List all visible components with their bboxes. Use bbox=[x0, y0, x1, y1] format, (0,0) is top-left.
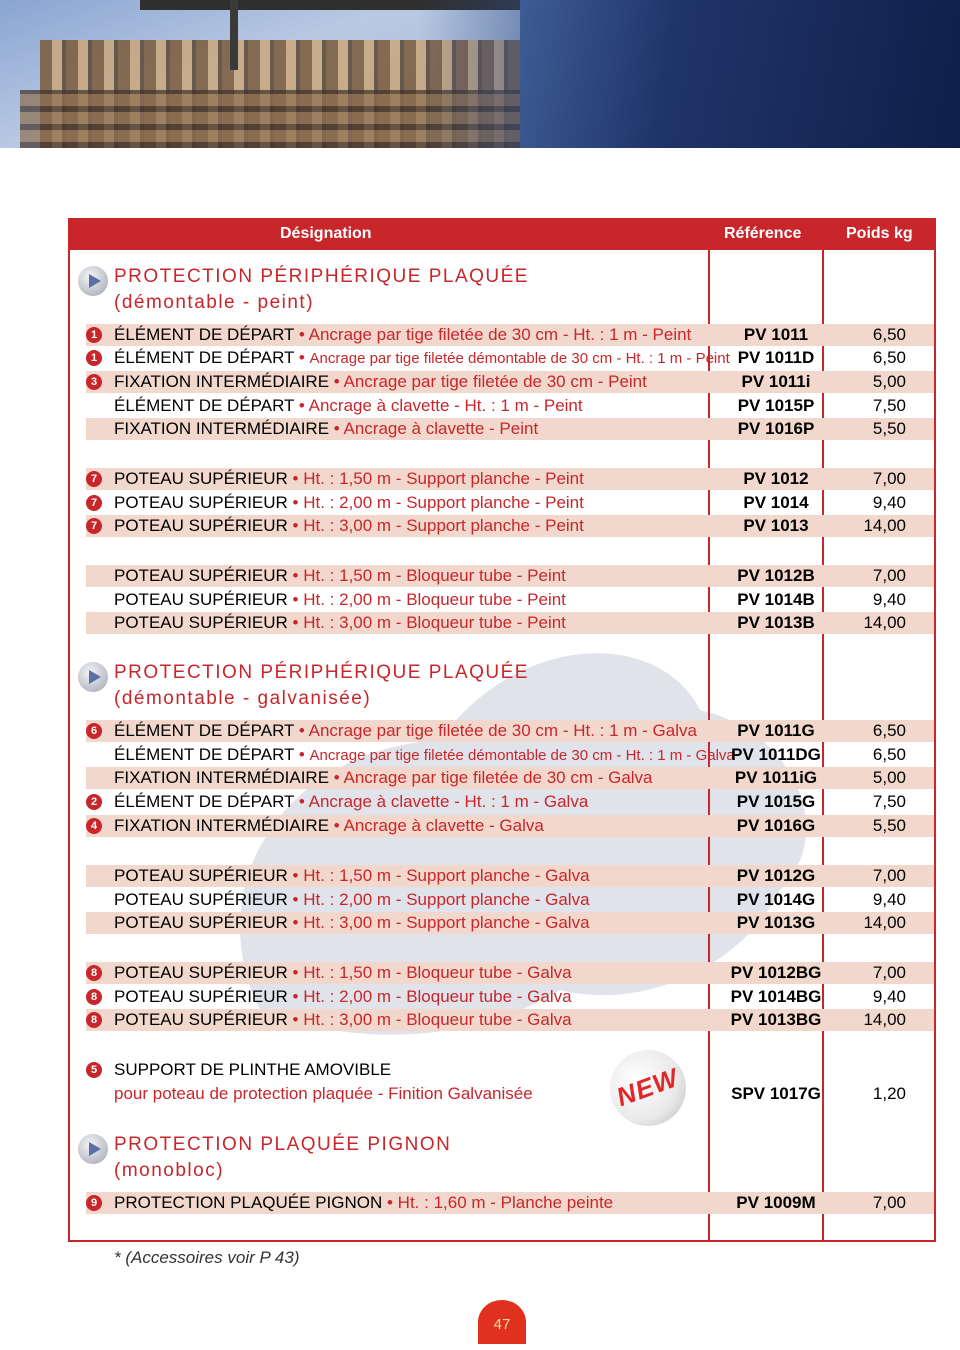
row-reference: PV 1012BG bbox=[730, 963, 822, 982]
row-designation bbox=[114, 516, 584, 536]
designation-main: POTEAU SUPÉRIEUR bbox=[114, 566, 288, 585]
bullet-separator: • bbox=[294, 348, 310, 367]
row-designation bbox=[114, 1084, 533, 1104]
table-row bbox=[86, 515, 934, 537]
row-reference: PV 1011i bbox=[741, 372, 811, 391]
col-reference: Référence bbox=[724, 225, 802, 242]
row-weight: 14,00 bbox=[863, 613, 906, 632]
designation-detail: pour poteau de protection plaquée - Finition Galvanisée bbox=[114, 1084, 533, 1103]
designation-detail: Ancrage à clavette - Galva bbox=[343, 816, 544, 835]
row-reference: PV 1015G bbox=[736, 792, 816, 811]
designation-main: ÉLÉMENT DE DÉPART bbox=[114, 745, 295, 764]
row-reference: PV 1011D bbox=[737, 348, 815, 367]
designation-detail: Ancrage par tige filetée de 30 cm - Ht. : 1 m - Peint bbox=[308, 325, 692, 344]
bullet-separator: • bbox=[287, 913, 304, 932]
row-designation bbox=[114, 419, 538, 439]
designation-detail: Ht. : 3,00 m - Bloqueur tube - Galva bbox=[303, 1010, 572, 1029]
table-row bbox=[86, 324, 934, 346]
row-weight: 7,50 bbox=[872, 396, 906, 415]
page-number: 47 bbox=[478, 1300, 526, 1344]
table-row bbox=[86, 468, 934, 490]
table-row bbox=[86, 589, 934, 611]
item-number-badge: 1 bbox=[86, 350, 102, 366]
table-row bbox=[86, 565, 934, 587]
bullet-separator: • bbox=[287, 516, 304, 535]
item-number-badge: 6 bbox=[86, 723, 102, 739]
designation-main: ÉLÉMENT DE DÉPART bbox=[114, 325, 295, 344]
table-row bbox=[86, 720, 934, 742]
row-designation bbox=[114, 987, 572, 1007]
row-weight: 7,00 bbox=[872, 866, 906, 885]
arrow-icon bbox=[78, 1134, 108, 1164]
designation-main: ÉLÉMENT DE DÉPART bbox=[114, 792, 295, 811]
row-designation bbox=[114, 613, 566, 633]
row-weight: 9,40 bbox=[872, 987, 906, 1006]
table-row bbox=[86, 371, 934, 393]
designation-main: SUPPORT DE PLINTHE AMOVIBLE bbox=[114, 1060, 392, 1079]
bullet-separator: • bbox=[329, 768, 344, 787]
row-reference: PV 1013G bbox=[736, 913, 816, 932]
designation-detail: Ht. : 3,00 m - Bloqueur tube - Peint bbox=[303, 613, 566, 632]
bullet-separator: • bbox=[287, 590, 304, 609]
row-weight: 7,00 bbox=[872, 469, 906, 488]
designation-detail: Ht. : 2,00 m - Support planche - Peint bbox=[303, 493, 584, 512]
table-row bbox=[86, 347, 934, 369]
designation-main: POTEAU SUPÉRIEUR bbox=[114, 613, 288, 632]
designation-main: FIXATION INTERMÉDIAIRE bbox=[114, 768, 330, 787]
item-number-badge: 8 bbox=[86, 1012, 102, 1028]
table-row bbox=[86, 865, 934, 887]
designation-main: POTEAU SUPÉRIEUR bbox=[114, 1010, 288, 1029]
row-reference: PV 1012G bbox=[736, 866, 816, 885]
designation-detail: Ancrage à clavette - Ht. : 1 m - Peint bbox=[308, 396, 583, 415]
row-designation bbox=[114, 1010, 572, 1030]
bullet-separator: • bbox=[287, 987, 304, 1006]
designation-main: ÉLÉMENT DE DÉPART bbox=[114, 348, 295, 367]
designation-main: POTEAU SUPÉRIEUR bbox=[114, 516, 288, 535]
bullet-separator: • bbox=[294, 325, 309, 344]
row-reference: PV 1013B bbox=[737, 613, 815, 632]
row-designation bbox=[114, 372, 647, 392]
row-reference: PV 1012B bbox=[737, 566, 815, 585]
designation-detail: Ht. : 1,50 m - Support planche - Galva bbox=[303, 866, 590, 885]
designation-main: POTEAU SUPÉRIEUR bbox=[114, 890, 288, 909]
row-designation bbox=[114, 469, 584, 489]
row-weight: 9,40 bbox=[872, 890, 906, 909]
designation-main: POTEAU SUPÉRIEUR bbox=[114, 493, 288, 512]
designation-detail: Ancrage à clavette - Peint bbox=[343, 419, 539, 438]
row-weight: 1,20 bbox=[872, 1084, 906, 1103]
col-designation: Désignation bbox=[280, 225, 372, 242]
footnote: * (Accessoires voir P 43) bbox=[114, 1248, 300, 1267]
bullet-separator: • bbox=[287, 890, 304, 909]
row-designation bbox=[114, 792, 588, 812]
designation-detail: Ancrage par tige filetée démontable de 30 cm - Ht. : 1 m - Peint bbox=[309, 350, 730, 367]
table-row bbox=[86, 1009, 934, 1031]
designation-detail: Ht. : 1,50 m - Support planche - Peint bbox=[303, 469, 584, 488]
row-reference: PV 1016P bbox=[737, 419, 815, 438]
bullet-separator: • bbox=[294, 745, 310, 764]
designation-detail: Ht. : 1,60 m - Planche peinte bbox=[397, 1193, 614, 1212]
designation-detail: Ancrage par tige filetée de 30 cm - Galva bbox=[343, 768, 653, 787]
row-reference: PV 1016G bbox=[736, 816, 816, 835]
bullet-separator: • bbox=[287, 1010, 304, 1029]
designation-main: POTEAU SUPÉRIEUR bbox=[114, 866, 288, 885]
table-row bbox=[86, 395, 934, 417]
row-reference: PV 1015P bbox=[737, 396, 815, 415]
row-weight: 5,50 bbox=[872, 419, 906, 438]
row-weight: 14,00 bbox=[863, 913, 906, 932]
row-reference: PV 1014B bbox=[737, 590, 815, 609]
row-reference: PV 1011DG bbox=[731, 745, 821, 764]
item-number-badge: 8 bbox=[86, 989, 102, 1005]
table-row bbox=[86, 744, 934, 766]
row-designation bbox=[114, 913, 590, 933]
row-designation bbox=[114, 590, 566, 610]
bullet-separator: • bbox=[287, 613, 304, 632]
row-weight: 14,00 bbox=[863, 1010, 906, 1029]
table-row bbox=[86, 889, 934, 911]
designation-detail: Ancrage par tige filetée démontable de 30 cm - Ht. : 1 m - Galva bbox=[309, 747, 735, 764]
bullet-separator: • bbox=[287, 963, 304, 982]
bullet-separator: • bbox=[294, 721, 309, 740]
table-header bbox=[68, 218, 936, 250]
row-reference: PV 1014 bbox=[743, 493, 809, 512]
designation-detail: Ancrage par tige filetée de 30 cm - Peint bbox=[343, 372, 647, 391]
table-row bbox=[86, 1192, 934, 1214]
row-reference: PV 1014BG bbox=[730, 987, 822, 1006]
arrow-icon bbox=[78, 266, 108, 296]
row-reference: PV 1011G bbox=[737, 721, 815, 740]
table-row bbox=[86, 912, 934, 934]
table-row bbox=[86, 767, 934, 789]
item-number-badge: 1 bbox=[86, 327, 102, 343]
row-designation bbox=[114, 890, 590, 910]
row-designation bbox=[114, 325, 691, 345]
bullet-separator: • bbox=[287, 493, 304, 512]
row-designation bbox=[114, 721, 697, 741]
item-number-badge: 3 bbox=[86, 374, 102, 390]
bullet-separator: • bbox=[287, 866, 304, 885]
row-weight: 7,00 bbox=[872, 963, 906, 982]
table-row bbox=[86, 612, 934, 634]
designation-main: POTEAU SUPÉRIEUR bbox=[114, 590, 288, 609]
row-reference: PV 1011iG bbox=[734, 768, 818, 787]
designation-detail: Ht. : 2,00 m - Bloqueur tube - Galva bbox=[303, 987, 572, 1006]
designation-detail: Ht. : 2,00 m - Bloqueur tube - Peint bbox=[303, 590, 566, 609]
row-reference: PV 1012 bbox=[743, 469, 809, 488]
designation-main: POTEAU SUPÉRIEUR bbox=[114, 987, 288, 1006]
row-weight: 5,00 bbox=[872, 372, 906, 391]
table-row bbox=[86, 1083, 934, 1105]
bullet-separator: • bbox=[294, 396, 309, 415]
item-number-badge: 7 bbox=[86, 471, 102, 487]
row-weight: 6,50 bbox=[872, 325, 906, 344]
row-designation bbox=[114, 1060, 391, 1080]
table-row bbox=[86, 962, 934, 984]
table-row bbox=[86, 1059, 934, 1081]
header-photo bbox=[0, 0, 960, 148]
bullet-separator: • bbox=[287, 469, 304, 488]
row-designation bbox=[114, 566, 566, 586]
table-row bbox=[86, 492, 934, 514]
designation-main: PROTECTION PLAQUÉE PIGNON bbox=[114, 1193, 383, 1212]
row-weight: 6,50 bbox=[872, 348, 906, 367]
item-number-badge: 4 bbox=[86, 818, 102, 834]
bullet-separator: • bbox=[287, 566, 304, 585]
item-number-badge: 7 bbox=[86, 495, 102, 511]
row-weight: 7,00 bbox=[872, 566, 906, 585]
item-number-badge: 8 bbox=[86, 965, 102, 981]
row-weight: 9,40 bbox=[872, 493, 906, 512]
item-number-badge: 5 bbox=[86, 1062, 102, 1078]
arrow-icon bbox=[78, 662, 108, 692]
row-weight: 7,50 bbox=[872, 792, 906, 811]
row-weight: 9,40 bbox=[872, 590, 906, 609]
new-badge: NEW bbox=[599, 1039, 696, 1136]
row-designation bbox=[114, 866, 590, 886]
row-reference: PV 1009M bbox=[736, 1193, 816, 1212]
table-row bbox=[86, 418, 934, 440]
col-poids: Poids kg bbox=[846, 225, 913, 242]
designation-detail: Ancrage par tige filetée de 30 cm - Ht. : 1 m - Galva bbox=[308, 721, 697, 740]
designation-detail: Ancrage à clavette - Ht. : 1 m - Galva bbox=[308, 792, 589, 811]
row-designation bbox=[114, 816, 544, 836]
row-weight: 7,00 bbox=[872, 1193, 906, 1212]
designation-detail: Ht. : 3,00 m - Support planche - Peint bbox=[303, 516, 584, 535]
row-weight: 6,50 bbox=[872, 721, 906, 740]
row-weight: 5,50 bbox=[872, 816, 906, 835]
row-designation bbox=[114, 348, 730, 368]
designation-detail: Ht. : 1,50 m - Bloqueur tube - Peint bbox=[303, 566, 566, 585]
row-designation bbox=[114, 768, 653, 788]
bullet-separator: • bbox=[329, 816, 344, 835]
designation-main: POTEAU SUPÉRIEUR bbox=[114, 469, 288, 488]
designation-main: POTEAU SUPÉRIEUR bbox=[114, 963, 288, 982]
row-reference: SPV 1017G bbox=[731, 1084, 821, 1103]
designation-main: FIXATION INTERMÉDIAIRE bbox=[114, 372, 330, 391]
row-designation bbox=[114, 963, 572, 983]
row-reference: PV 1014G bbox=[736, 890, 816, 909]
designation-main: FIXATION INTERMÉDIAIRE bbox=[114, 816, 330, 835]
table-row bbox=[86, 815, 934, 837]
designation-detail: Ht. : 1,50 m - Bloqueur tube - Galva bbox=[303, 963, 572, 982]
row-designation bbox=[114, 396, 583, 416]
row-designation bbox=[114, 1193, 613, 1213]
row-reference: PV 1013BG bbox=[730, 1010, 822, 1029]
bullet-separator: • bbox=[294, 792, 309, 811]
item-number-badge: 2 bbox=[86, 794, 102, 810]
row-weight: 6,50 bbox=[872, 745, 906, 764]
table-row bbox=[86, 791, 934, 813]
designation-detail: Ht. : 2,00 m - Support planche - Galva bbox=[303, 890, 590, 909]
designation-main: FIXATION INTERMÉDIAIRE bbox=[114, 419, 330, 438]
row-designation bbox=[114, 493, 584, 513]
row-weight: 5,00 bbox=[872, 768, 906, 787]
row-weight: 14,00 bbox=[863, 516, 906, 535]
designation-main: POTEAU SUPÉRIEUR bbox=[114, 913, 288, 932]
row-designation bbox=[114, 745, 735, 765]
bullet-separator: • bbox=[329, 419, 344, 438]
item-number-badge: 9 bbox=[86, 1195, 102, 1211]
item-number-badge: 7 bbox=[86, 518, 102, 534]
row-reference: PV 1013 bbox=[743, 516, 809, 535]
designation-main: ÉLÉMENT DE DÉPART bbox=[114, 396, 295, 415]
table-row bbox=[86, 986, 934, 1008]
bullet-separator: • bbox=[329, 372, 344, 391]
bullet-separator: • bbox=[382, 1193, 398, 1212]
designation-main: ÉLÉMENT DE DÉPART bbox=[114, 721, 295, 740]
row-reference: PV 1011 bbox=[743, 325, 809, 344]
designation-detail: Ht. : 3,00 m - Support planche - Galva bbox=[303, 913, 590, 932]
